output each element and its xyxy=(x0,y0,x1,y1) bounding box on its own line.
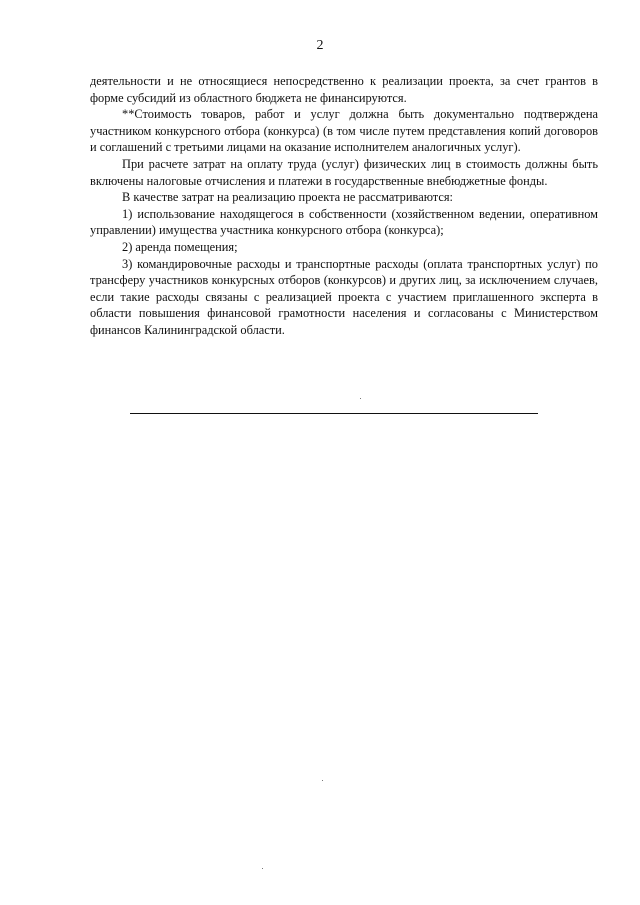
end-divider-line xyxy=(130,413,538,414)
paragraph-continuation: деятельности и не относящиеся непосредственно к реализации проекта, за счет грантов в форме субсидий из областного бюджета не финансируются. xyxy=(90,74,598,105)
page-number: 2 xyxy=(316,38,324,53)
list-item-property-use: 1) использование находящегося в собственности (хозяйственном ведении, оперативном управлении) имущества участника конкурсного отбора (конкурса); xyxy=(90,206,598,238)
list-item-rent: 2) аренда помещения; xyxy=(122,239,238,254)
document-body xyxy=(90,73,598,339)
list-item-travel-expenses: 3) командировочные расходы и транспортные расходы (оплата транспортных услуг) по трансферу участников конкурсных отборов (конкурсов) и других лиц, за исключением случаев, если такие расходы связаны с реализацией проекта с участием приглашенного эксперта в области повышения финансовой грамотности населения и согласованы с Министерством финансов Калининградской области. xyxy=(90,256,598,337)
paragraph-labor-costs: При расчете затрат на оплату труда (услуг) физических лиц в стоимость должны быть включены налоговые отчисления и платежи в государственные внебюджетные фонды. xyxy=(90,156,598,188)
paragraph-excluded-costs-intro: В качестве затрат на реализацию проекта не рассматриваются: xyxy=(122,190,453,205)
scan-speck xyxy=(360,398,361,399)
scan-speck xyxy=(322,780,323,781)
scan-speck xyxy=(262,868,263,869)
paragraph-cost-confirmation: **Стоимость товаров, работ и услуг должна быть документально подтверждена участником конкурсного отбора (конкурса) (в том числе путем представления копий договоров и соглашений с третьими лицами на оказание исполнителем аналогичных услуг). xyxy=(90,107,598,155)
